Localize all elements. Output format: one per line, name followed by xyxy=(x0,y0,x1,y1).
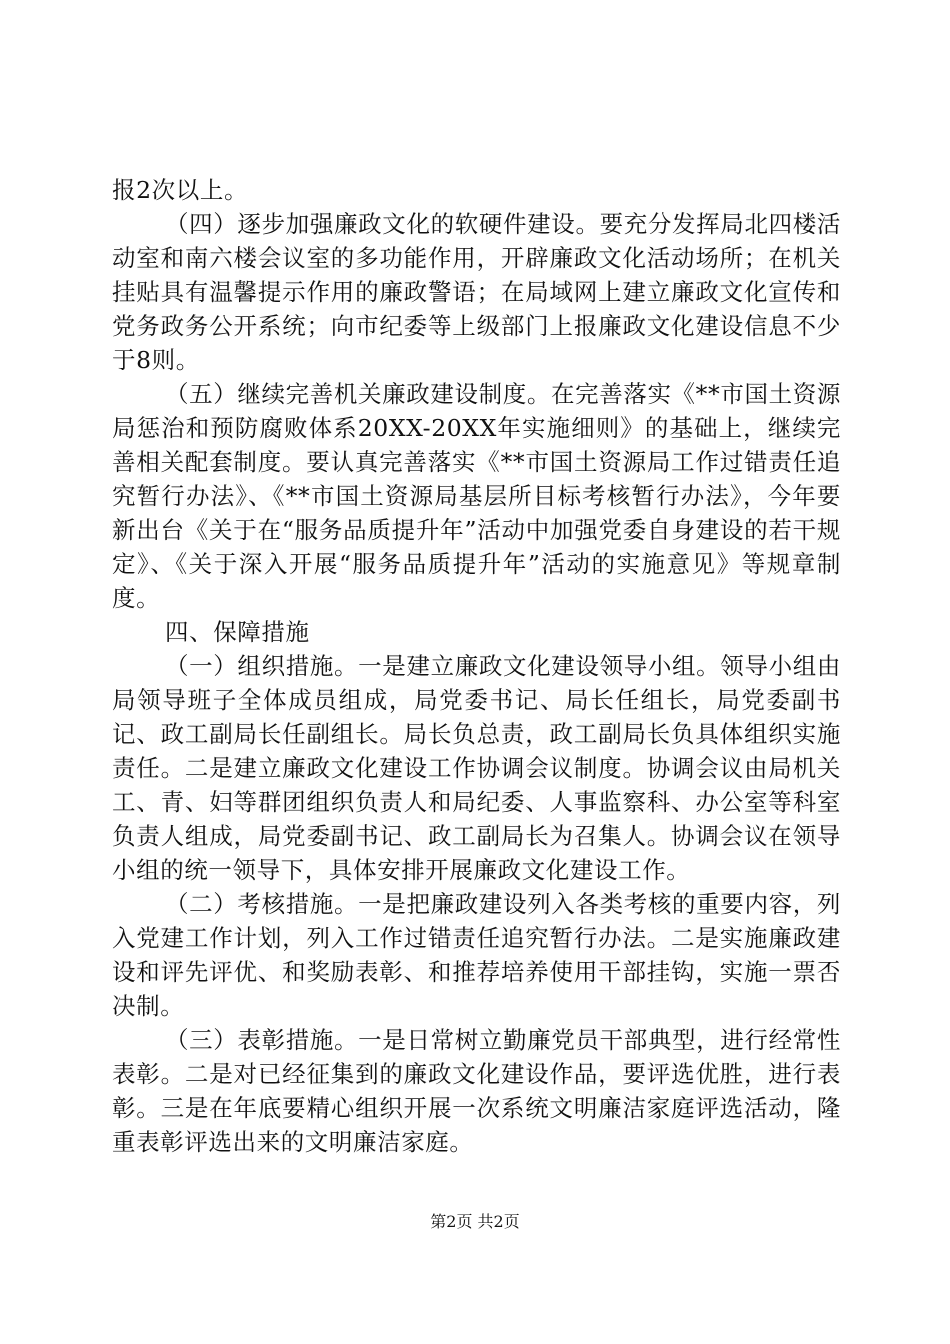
paragraph-organizational-measures: （一）组织措施。一是建立廉政文化建设领导小组。领导小组由局领导班子全体成员组成，局党委书记、局长任组长，局党委副书记、政工副局长任副组长。局长负总责，政工副局长负具体组织实施责任。二是建立廉政文化建设工作协调会议制度。协调会议由局机关工、青、妇等群团组织负责人和局纪委、人事监察科、办公室等科室负责人组成，局党委副书记、政工副局长为召集人。协调会议在领导小组的统一领导下，具体安排开展廉政文化建设工作。 xyxy=(112,652,841,884)
paragraph-assessment-measures: （二）考核措施。一是把廉政建设列入各类考核的重要内容，列入党建工作计划，列入工作过错责任追究暂行办法。二是实施廉政建设和评先评优、和奖励表彰、和推荐培养使用干部挂钩，实施一票否决制。 xyxy=(112,890,841,1020)
document-body xyxy=(112,173,841,1159)
paragraph-item-five: （五）继续完善机关廉政建设制度。在完善落实《**市国土资源局惩治和预防腐败体系20XX-20XX年实施细则》的基础上，继续完善相关配套制度。要认真完善落实《**市国土资源局工作过错责任追究暂行办法》、《**市国土资源局基层所目标考核暂行办法》，今年要新出台《关于在“服务品质提升年”活动中加强党委自身建设的若干规定》、《关于深入开展“服务品质提升年”活动的实施意见》等规章制度。 xyxy=(112,380,841,612)
paragraph-commendation-measures: （三）表彰措施。一是日常树立勤廉党员干部典型，进行经常性表彰。二是对已经征集到的廉政文化建设作品，要评选优胜，进行表彰。三是在年底要精心组织开展一次系统文明廉洁家庭评选活动，隆重表彰评选出来的文明廉洁家庭。 xyxy=(112,1026,841,1156)
paragraph-continuation: 报2次以上。 xyxy=(112,176,249,204)
page-number-label: 第2页 共2页 xyxy=(430,1212,520,1231)
page-footer xyxy=(0,1211,950,1233)
section-heading-safeguards: 四、保障措施 xyxy=(165,618,310,646)
paragraph-item-four: （四）逐步加强廉政文化的软硬件建设。要充分发挥局北四楼活动室和南六楼会议室的多功能作用，开辟廉政文化活动场所；在机关挂贴具有温馨提示作用的廉政警语；在局域网上建立廉政文化宣传和党务政务公开系统；向市纪委等上级部门上报廉政文化建设信息不少于8则。 xyxy=(112,210,841,374)
